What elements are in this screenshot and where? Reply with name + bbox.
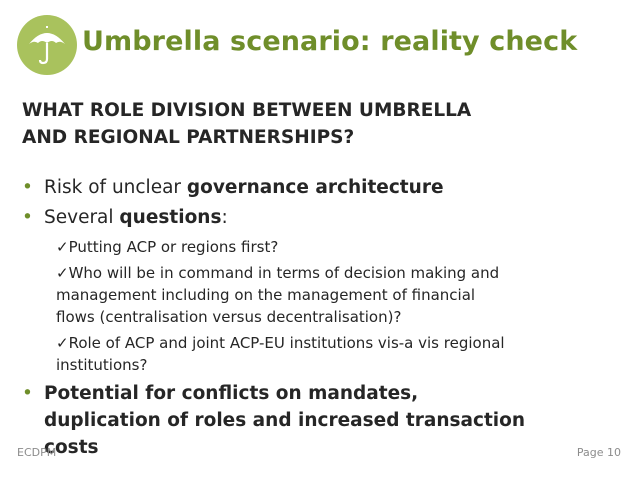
sub-bullet-text: Who will be in command in terms of decision making and — [68, 264, 500, 282]
sub-bullet-item — [56, 236, 278, 258]
check-icon: ✓ — [56, 264, 69, 282]
bullet-marker: • — [22, 177, 33, 198]
bullet-emphasis: questions — [119, 207, 222, 228]
footer-organization: ECDPM — [17, 446, 57, 459]
sub-bullet-item — [56, 332, 505, 376]
sub-bullet-item — [56, 262, 499, 328]
bullet-line: costs — [44, 437, 99, 458]
sub-bullet-text: flows (centralisation versus decentralisation)? — [56, 308, 402, 326]
heading-line: AND REGIONAL PARTNERSHIPS? — [22, 127, 355, 148]
bullet-line: duplication of roles and increased transaction — [44, 410, 526, 431]
bullet-marker: • — [22, 207, 33, 228]
slide-title: Umbrella scenario: reality check — [82, 26, 578, 57]
bullet-item — [22, 204, 228, 232]
umbrella-logo-icon — [16, 14, 78, 76]
bullet-text: Several — [44, 207, 120, 228]
check-icon: ✓ — [56, 238, 69, 256]
check-icon: ✓ — [56, 334, 69, 352]
bullet-emphasis: governance architecture — [186, 177, 444, 198]
bullet-emphasis — [44, 380, 624, 461]
page-number: Page 10 — [576, 446, 621, 459]
bullet-item — [22, 174, 444, 202]
sub-bullet-text: management including on the management of financial — [56, 286, 476, 304]
bullet-text-suffix: : — [221, 207, 228, 228]
bullet-text: Risk of unclear — [44, 177, 187, 198]
heading-line: WHAT ROLE DIVISION BETWEEN UMBRELLA — [22, 100, 472, 121]
sub-bullet-text: Role of ACP and joint ACP-EU institutions vis-a vis regional — [68, 334, 505, 352]
bullet-line: Potential for conflicts on mandates, — [44, 383, 419, 404]
sub-bullet-text: institutions? — [56, 356, 148, 374]
bullet-marker: • — [22, 383, 33, 404]
slide-heading — [22, 97, 622, 151]
sub-bullet-text: Putting ACP or regions first? — [68, 238, 279, 256]
